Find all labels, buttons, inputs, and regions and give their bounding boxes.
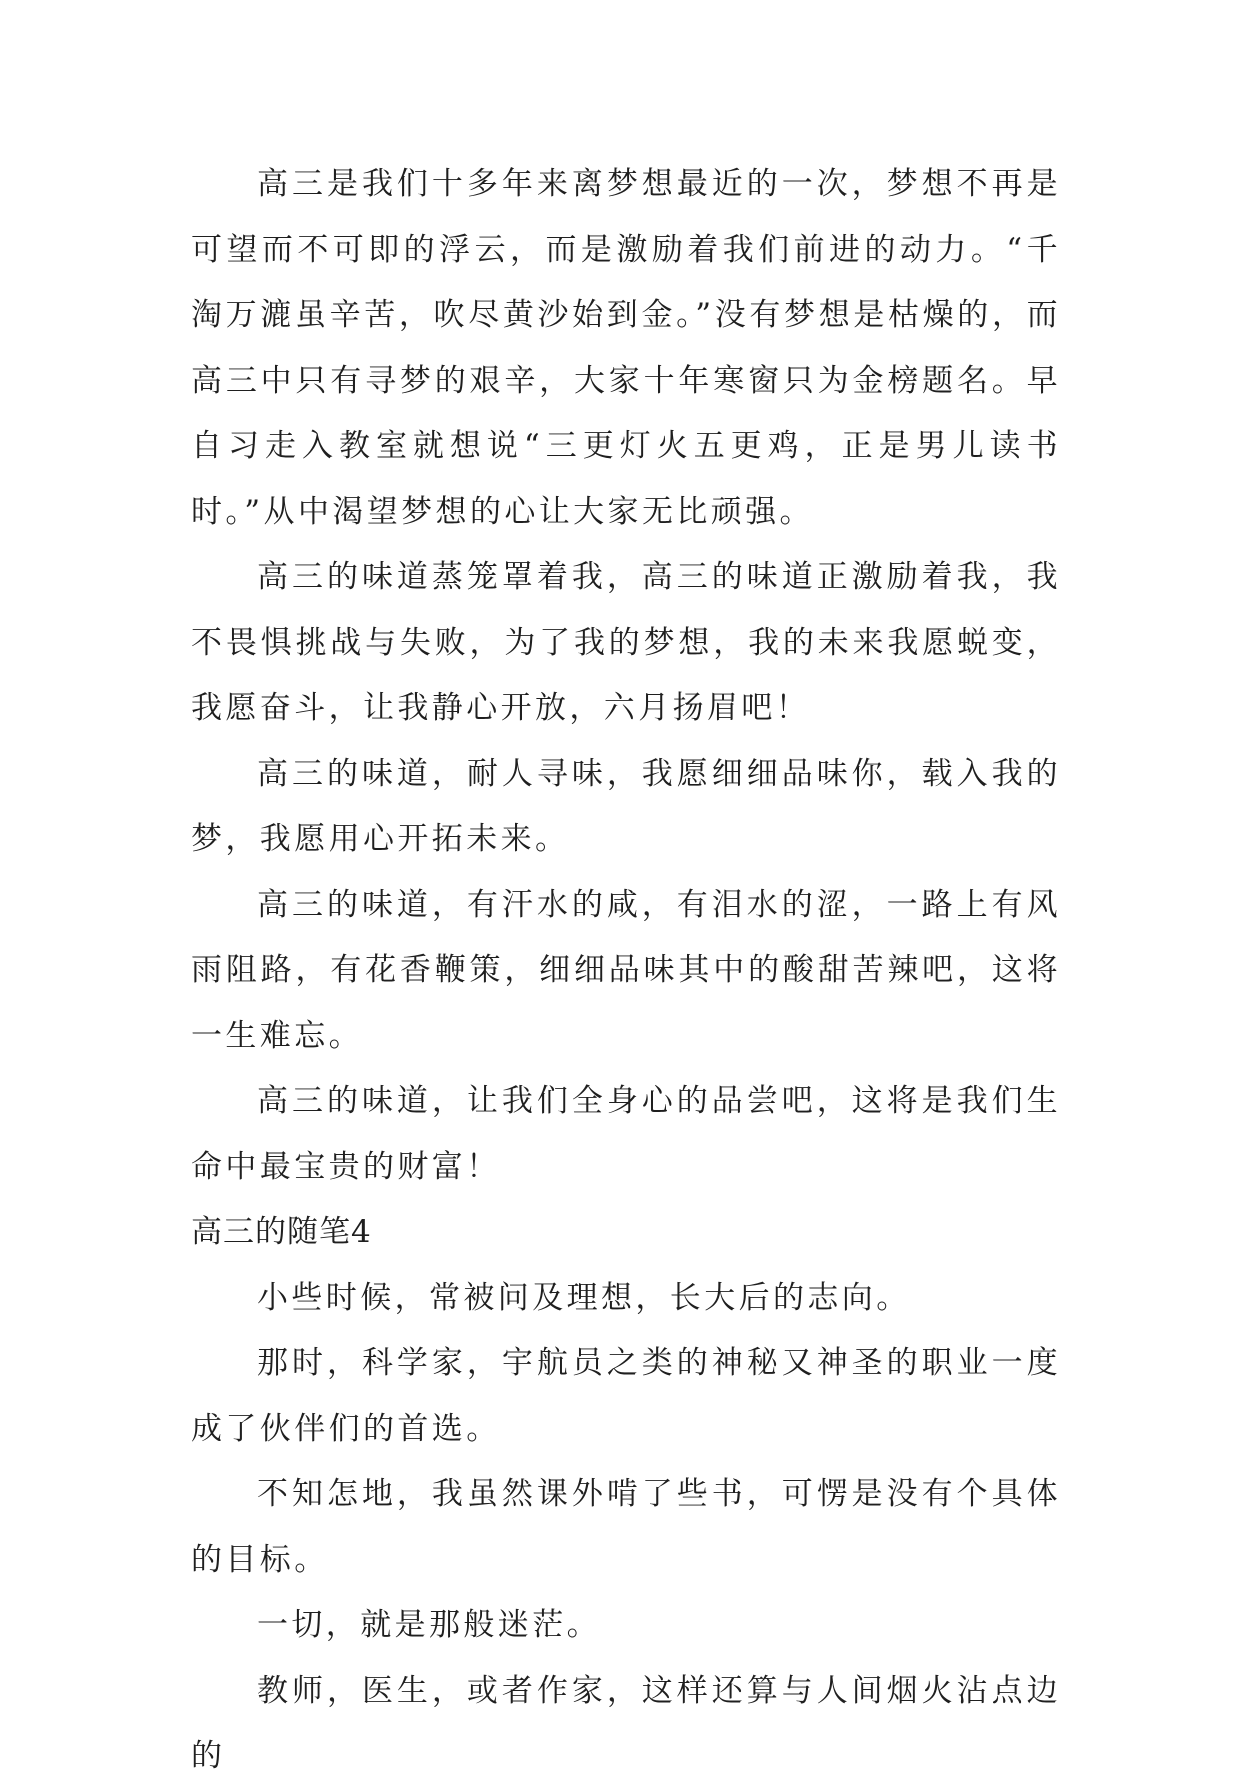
paragraph-professions: 教师，医生，或者作家，这样还算与人间烟火沾点边的 <box>191 1672 1061 1774</box>
paragraph-taste-savor: 高三的味道，耐人寻味，我愿细细品味你，载入我的梦，我愿用心开拓未来。 <box>191 755 1061 857</box>
section-heading: 高三的随笔4 <box>191 1214 372 1250</box>
paragraph-no-goal: 不知怎地，我虽然课外啃了些书，可愣是没有个具体的目标。 <box>191 1476 1061 1578</box>
paragraph-taste-flavors: 高三的味道，有汗水的咸，有泪水的涩，一路上有风雨阻路，有花香鞭策，细细品味其中的酸甜苦辣吧，这将一生难忘。 <box>191 886 1061 1054</box>
paragraph-confusion: 一切，就是那般迷茫。 <box>257 1607 601 1643</box>
paragraph-dream: 高三是我们十多年来离梦想最近的一次，梦想不再是可望而不可即的浮云，而是激励着我们前进的动力。“千淘万漉虽辛苦，吹尽黄沙始到金。”没有梦想是枯燥的，而高三中只有寻梦的艰辛，大家十年寒窗只为金榜题名。早自习走入教室就想说“三更灯火五更鸡，正是男儿读书时。”从中渴望梦想的心让大家无比顽强。 <box>191 166 1061 530</box>
paragraph-careers: 那时，科学家，宇航员之类的神秘又神圣的职业一度成了伙伴们的首选。 <box>191 1345 1061 1447</box>
document-body <box>191 152 1061 1790</box>
paragraph-taste-motivation: 高三的味道蒸笼罩着我，高三的味道正激励着我，我不畏惧挑战与失败，为了我的梦想，我的未来我愿蜕变，我愿奋斗，让我静心开放，六月扬眉吧！ <box>191 559 1061 726</box>
paragraph-taste-treasure: 高三的味道，让我们全身心的品尝吧，这将是我们生命中最宝贵的财富！ <box>191 1083 1061 1185</box>
paragraph-childhood: 小些时候，常被问及理想，长大后的志向。 <box>257 1279 911 1316</box>
